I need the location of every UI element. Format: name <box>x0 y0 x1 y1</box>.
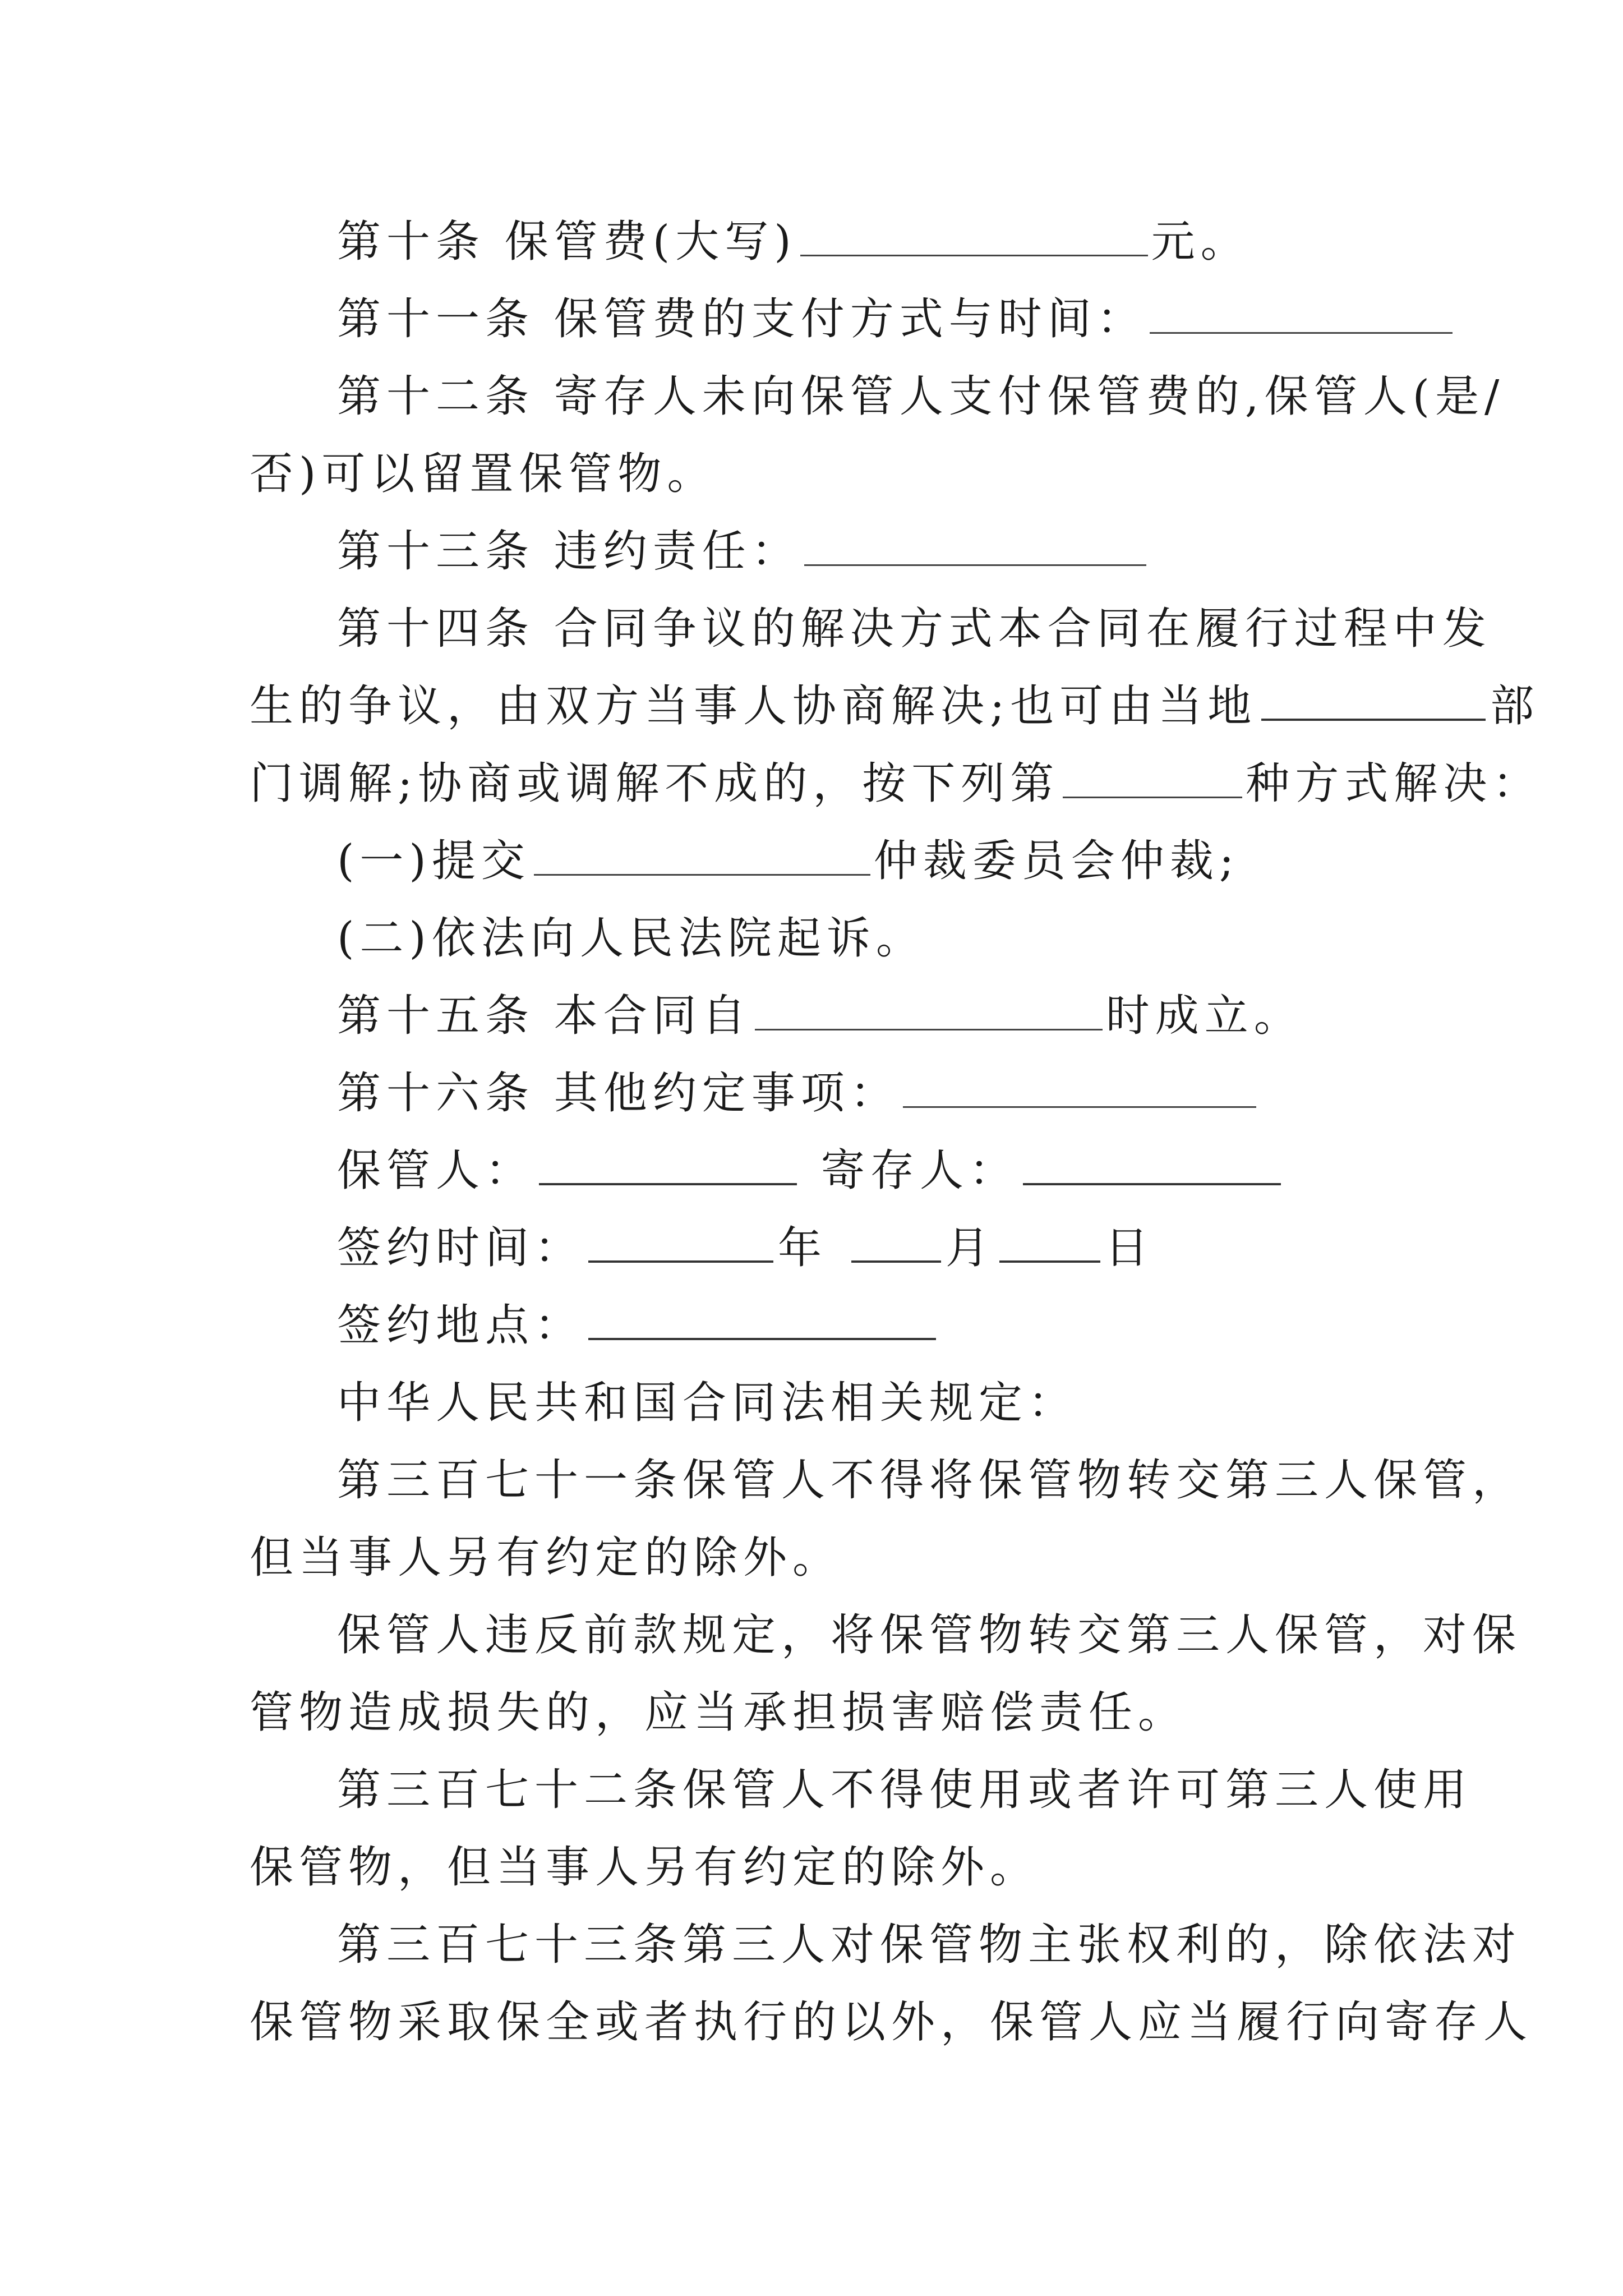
law-373-line <box>250 1906 1522 1984</box>
article-10-text: 第十条 保管费(大写) <box>337 217 797 267</box>
law-371-para2-text: 保管人违反前款规定，将保管物转交第三人保管，对保 <box>337 1610 1522 1660</box>
article-12-text-cont: 否)可以留置保管物。 <box>250 449 717 499</box>
article-12-line <box>250 358 1505 435</box>
article-14-line-2 <box>250 668 1540 745</box>
liability-blank[interactable] <box>804 525 1146 566</box>
law-372-text-2: 保管物，但当事人另有约定的除外。 <box>250 1842 1040 1893</box>
law-371-text-2: 但当事人另有约定的除外。 <box>250 1533 842 1583</box>
law-371-line <box>250 1442 1522 1519</box>
article-16-text: 第十六条 其他约定事项： <box>337 1068 900 1119</box>
signing-date-line <box>250 1209 1394 1287</box>
signing-date-label: 签约时间： <box>337 1223 584 1273</box>
option-2-line <box>250 900 1394 977</box>
option-1-line <box>250 822 1394 900</box>
article-16-line <box>250 1055 1394 1132</box>
article-12-text: 第十二条 寄存人未向保管人支付保管费的,保管人(是/ <box>337 371 1505 422</box>
contract-body <box>250 203 1542 2061</box>
year-dash-blank[interactable] <box>588 1236 773 1263</box>
payment-method-blank[interactable] <box>1150 293 1453 334</box>
storage-fee-blank[interactable] <box>800 215 1148 256</box>
article-10-line <box>250 203 1394 280</box>
article-11-line <box>250 280 1394 358</box>
effective-time-blank[interactable] <box>755 990 1103 1030</box>
day-dash-blank[interactable] <box>999 1236 1100 1263</box>
signing-place-label: 签约地点： <box>337 1300 584 1351</box>
article-14-text-3: 门调解;协商或调解不成的，按下列第 <box>250 758 1060 809</box>
method-number-blank[interactable] <box>1063 757 1242 798</box>
article-15-suffix: 时成立。 <box>1105 991 1303 1041</box>
law-heading-line <box>250 1364 1394 1442</box>
law-heading: 中华人民共和国合同法相关规定： <box>337 1378 1078 1428</box>
month-label: 月 <box>945 1223 995 1273</box>
law-371-para2-line-2 <box>250 1674 1394 1751</box>
law-373-line-2 <box>250 1984 1533 2061</box>
day-label: 日 <box>1104 1223 1154 1273</box>
year-label: 年 <box>778 1223 828 1273</box>
article-13-line <box>250 513 1394 590</box>
law-371-line-2 <box>250 1519 1394 1596</box>
article-10-suffix: 元。 <box>1151 217 1250 267</box>
article-14-line-3 <box>250 745 1542 822</box>
law-372-text: 第三百七十二条保管人不得使用或者许可第三人使用 <box>337 1765 1473 1815</box>
law-371-para2 <box>250 1596 1522 1674</box>
month-dash-blank[interactable] <box>851 1236 941 1263</box>
depositor-dash-blank[interactable] <box>1023 1158 1281 1185</box>
article-14-text-2-suffix: 部 <box>1490 681 1540 731</box>
law-372-line-2 <box>250 1829 1394 1906</box>
arbitration-committee-blank[interactable] <box>534 835 870 876</box>
option-1-text: (一)提交 <box>337 836 531 886</box>
article-14-text: 第十四条 合同争议的解决方式本合同在履行过程中发 <box>337 604 1492 654</box>
place-dash-blank[interactable] <box>588 1313 936 1340</box>
article-14-text-2: 生的争议，由双方当事人协商解决;也可由当地 <box>250 681 1257 731</box>
other-matters-blank[interactable] <box>903 1067 1256 1108</box>
option-2-text: (二)依法向人民法院起诉。 <box>337 913 925 964</box>
custodian-label: 保管人： <box>337 1145 535 1196</box>
article-15-line <box>250 977 1394 1055</box>
law-371-text: 第三百七十一条保管人不得将保管物转交第三人保管， <box>337 1455 1522 1506</box>
option-1-suffix: 仲裁委员会仲裁; <box>873 836 1240 886</box>
article-14-text-3-suffix: 种方式解决： <box>1246 758 1542 809</box>
law-371-para2-text-2: 管物造成损失的，应当承担损害赔偿责任。 <box>250 1687 1188 1738</box>
article-12-continued <box>250 435 1394 513</box>
article-15-text: 第十五条 本合同自 <box>337 991 751 1041</box>
article-11-text: 第十一条 保管费的支付方式与时间： <box>337 294 1146 344</box>
signatories-line <box>250 1132 1394 1209</box>
law-373-text: 第三百七十三条第三人对保管物主张权利的，除依法对 <box>337 1920 1522 1970</box>
law-372-line <box>250 1751 1473 1829</box>
law-373-text-2: 保管物采取保全或者执行的以外，保管人应当履行向寄存人 <box>250 1997 1533 2047</box>
article-14-line <box>250 590 1492 668</box>
department-dash-blank[interactable] <box>1261 694 1486 721</box>
signing-place-line <box>250 1287 1394 1364</box>
custodian-dash-blank[interactable] <box>539 1158 797 1185</box>
depositor-label: 寄存人： <box>820 1145 1018 1196</box>
article-13-text: 第十三条 违约责任： <box>337 526 801 577</box>
